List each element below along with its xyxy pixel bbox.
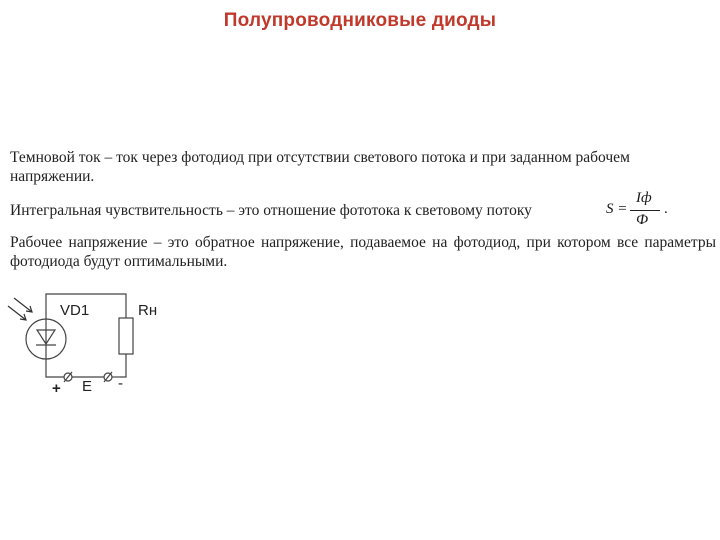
formula-numerator: Iф <box>636 190 652 206</box>
formula-lhs: S = <box>606 201 628 217</box>
source-label: E <box>82 378 93 395</box>
formula-end: . <box>664 201 668 217</box>
formula-fraction-bar <box>630 210 660 211</box>
sensitivity-formula <box>606 190 676 230</box>
minus-terminal-label: - <box>118 375 123 392</box>
formula-denominator: Ф <box>636 212 649 228</box>
photodiode-circuit-diagram <box>0 282 200 402</box>
light-arrows-icon <box>8 298 32 320</box>
resistor-label: Rн <box>138 302 158 319</box>
paragraph-dark-current: Темновой ток – ток через фотодиод при отсутствии светового потока и при заданном рабочем напряжении. <box>10 149 630 185</box>
paragraph-integral-sensitivity: Интегральная чувствительность – это отношение фототока к световому потоку <box>10 202 532 219</box>
plus-terminal-label: + <box>52 380 61 397</box>
slide-title: Полупроводниковые диоды <box>223 10 497 31</box>
resistor-icon <box>119 318 133 354</box>
paragraph-working-voltage: Рабочее напряжение – это обратное напряжение, подаваемое на фотодиод, при котором все параметры фотодиода будут оптимальными. <box>10 234 716 270</box>
diode-label: VD1 <box>60 302 90 319</box>
